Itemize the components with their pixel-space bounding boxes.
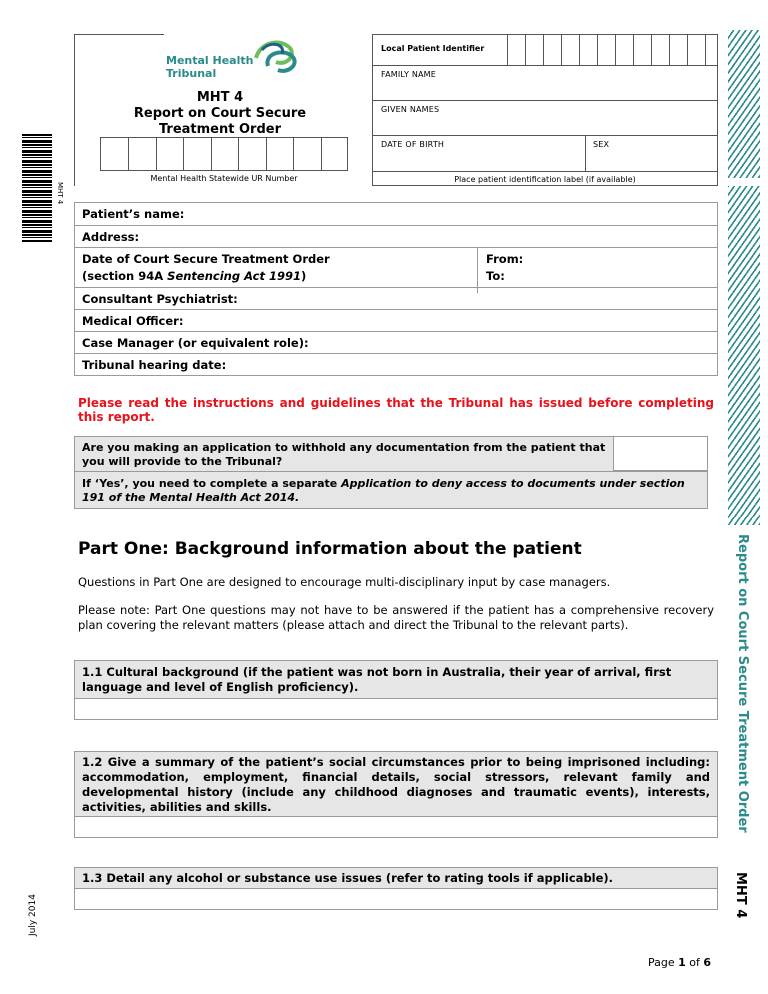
logo-swirl-icon xyxy=(246,36,306,76)
header-frame-top xyxy=(74,34,164,35)
sidebar-title: Report on Court Secure Treatment Order xyxy=(735,534,750,833)
address-row[interactable]: Address: xyxy=(74,225,718,248)
psychiatrist-row[interactable]: Consultant Psychiatrist: xyxy=(74,287,718,310)
q1-3-answer[interactable] xyxy=(74,888,718,910)
local-identifier-label: Local Patient Identifier xyxy=(381,44,485,53)
logo-line1: Mental Health xyxy=(166,54,254,67)
q1-1-answer[interactable] xyxy=(74,698,718,720)
form-title xyxy=(120,90,320,138)
decorative-hatch-bottom xyxy=(728,517,760,525)
patient-id-block xyxy=(372,34,718,186)
footer-date: July 2014 xyxy=(28,894,38,936)
part-one-note: Please note: Part One questions may not have to be answered if the patient has a comprehensive recovery plan covering the relevant matters (please attach and direct the Tribunal to the relevant parts). xyxy=(78,603,714,632)
cso-date-row xyxy=(74,247,718,288)
withhold-note: If ‘Yes’, you need to complete a separate Application to deny access to documents under section 191 of the Mental Health Act 2014. xyxy=(82,477,685,504)
withhold-answer-box[interactable] xyxy=(613,436,708,471)
decorative-hatch-top xyxy=(728,30,760,517)
to-label: To: xyxy=(486,269,505,283)
header-frame-left xyxy=(74,34,75,186)
dob-field[interactable] xyxy=(373,135,586,171)
medical-officer-row[interactable]: Medical Officer: xyxy=(74,309,718,332)
ur-number-boxes[interactable] xyxy=(100,137,348,171)
part-one-heading: Part One: Background information about the patient xyxy=(78,539,582,559)
hatch-gap xyxy=(722,178,762,186)
cso-date-label: Date of Court Secure Treatment Order (section 94A Sentencing Act 1991) xyxy=(82,252,330,283)
barcode xyxy=(22,134,52,242)
case-manager-row[interactable]: Case Manager (or equivalent role): xyxy=(74,331,718,354)
label-note: Place patient identification label (if available) xyxy=(373,171,717,187)
q1-2-answer[interactable] xyxy=(74,816,718,838)
given-names-label: GIVEN NAMES xyxy=(381,105,440,114)
part-one-intro: Questions in Part One are designed to encourage multi-disciplinary input by case managers. xyxy=(78,575,611,589)
withhold-question: Are you making an application to withhold any documentation from the patient that you will provide to the Tribunal? xyxy=(82,441,606,468)
local-identifier-boxes[interactable] xyxy=(507,35,719,65)
withhold-box xyxy=(74,436,708,509)
q1-3-prompt: 1.3 Detail any alcohol or substance use issues (refer to rating tools if applicable). xyxy=(74,867,718,889)
family-name-field[interactable] xyxy=(373,65,717,101)
page-number: Page 1 of 6 xyxy=(648,956,712,969)
q1-1-prompt: 1.1 Cultural background (if the patient was not born in Australia, their year of arrival, first language and level of English proficiency). xyxy=(74,660,718,699)
barcode-caption: MHT 4 xyxy=(56,182,64,205)
form-code: MHT 4 xyxy=(196,90,244,105)
from-label: From: xyxy=(486,252,524,266)
ur-number-label: Mental Health Statewide UR Number xyxy=(150,174,298,183)
form-title-line2: Treatment Order xyxy=(158,122,281,137)
dob-label: DATE OF BIRTH xyxy=(381,140,445,149)
family-name-label: FAMILY NAME xyxy=(381,70,437,79)
q1-2-prompt: 1.2 Give a summary of the patient’s social circumstances prior to being imprisoned including: accommodation, employment, financial details, social stressors, relevant family and developmental history (include any childhood diagnoses and traumatic events), interests, activities, abilities and skills. xyxy=(74,751,718,817)
patient-name-row[interactable]: Patient’s name: xyxy=(74,202,718,226)
form-title-line1: Report on Court Secure xyxy=(133,106,307,121)
hearing-date-row[interactable]: Tribunal hearing date: xyxy=(74,353,718,376)
logo-line2: Tribunal xyxy=(166,67,217,80)
given-names-field[interactable] xyxy=(373,100,717,136)
sex-label: SEX xyxy=(593,140,610,149)
sex-field[interactable] xyxy=(585,135,719,171)
tribunal-logo xyxy=(166,36,306,88)
sidebar-code: MHT 4 xyxy=(733,872,748,919)
instructions-text: Please read the instructions and guidelines that the Tribunal has issued before completing this report. xyxy=(78,396,714,424)
